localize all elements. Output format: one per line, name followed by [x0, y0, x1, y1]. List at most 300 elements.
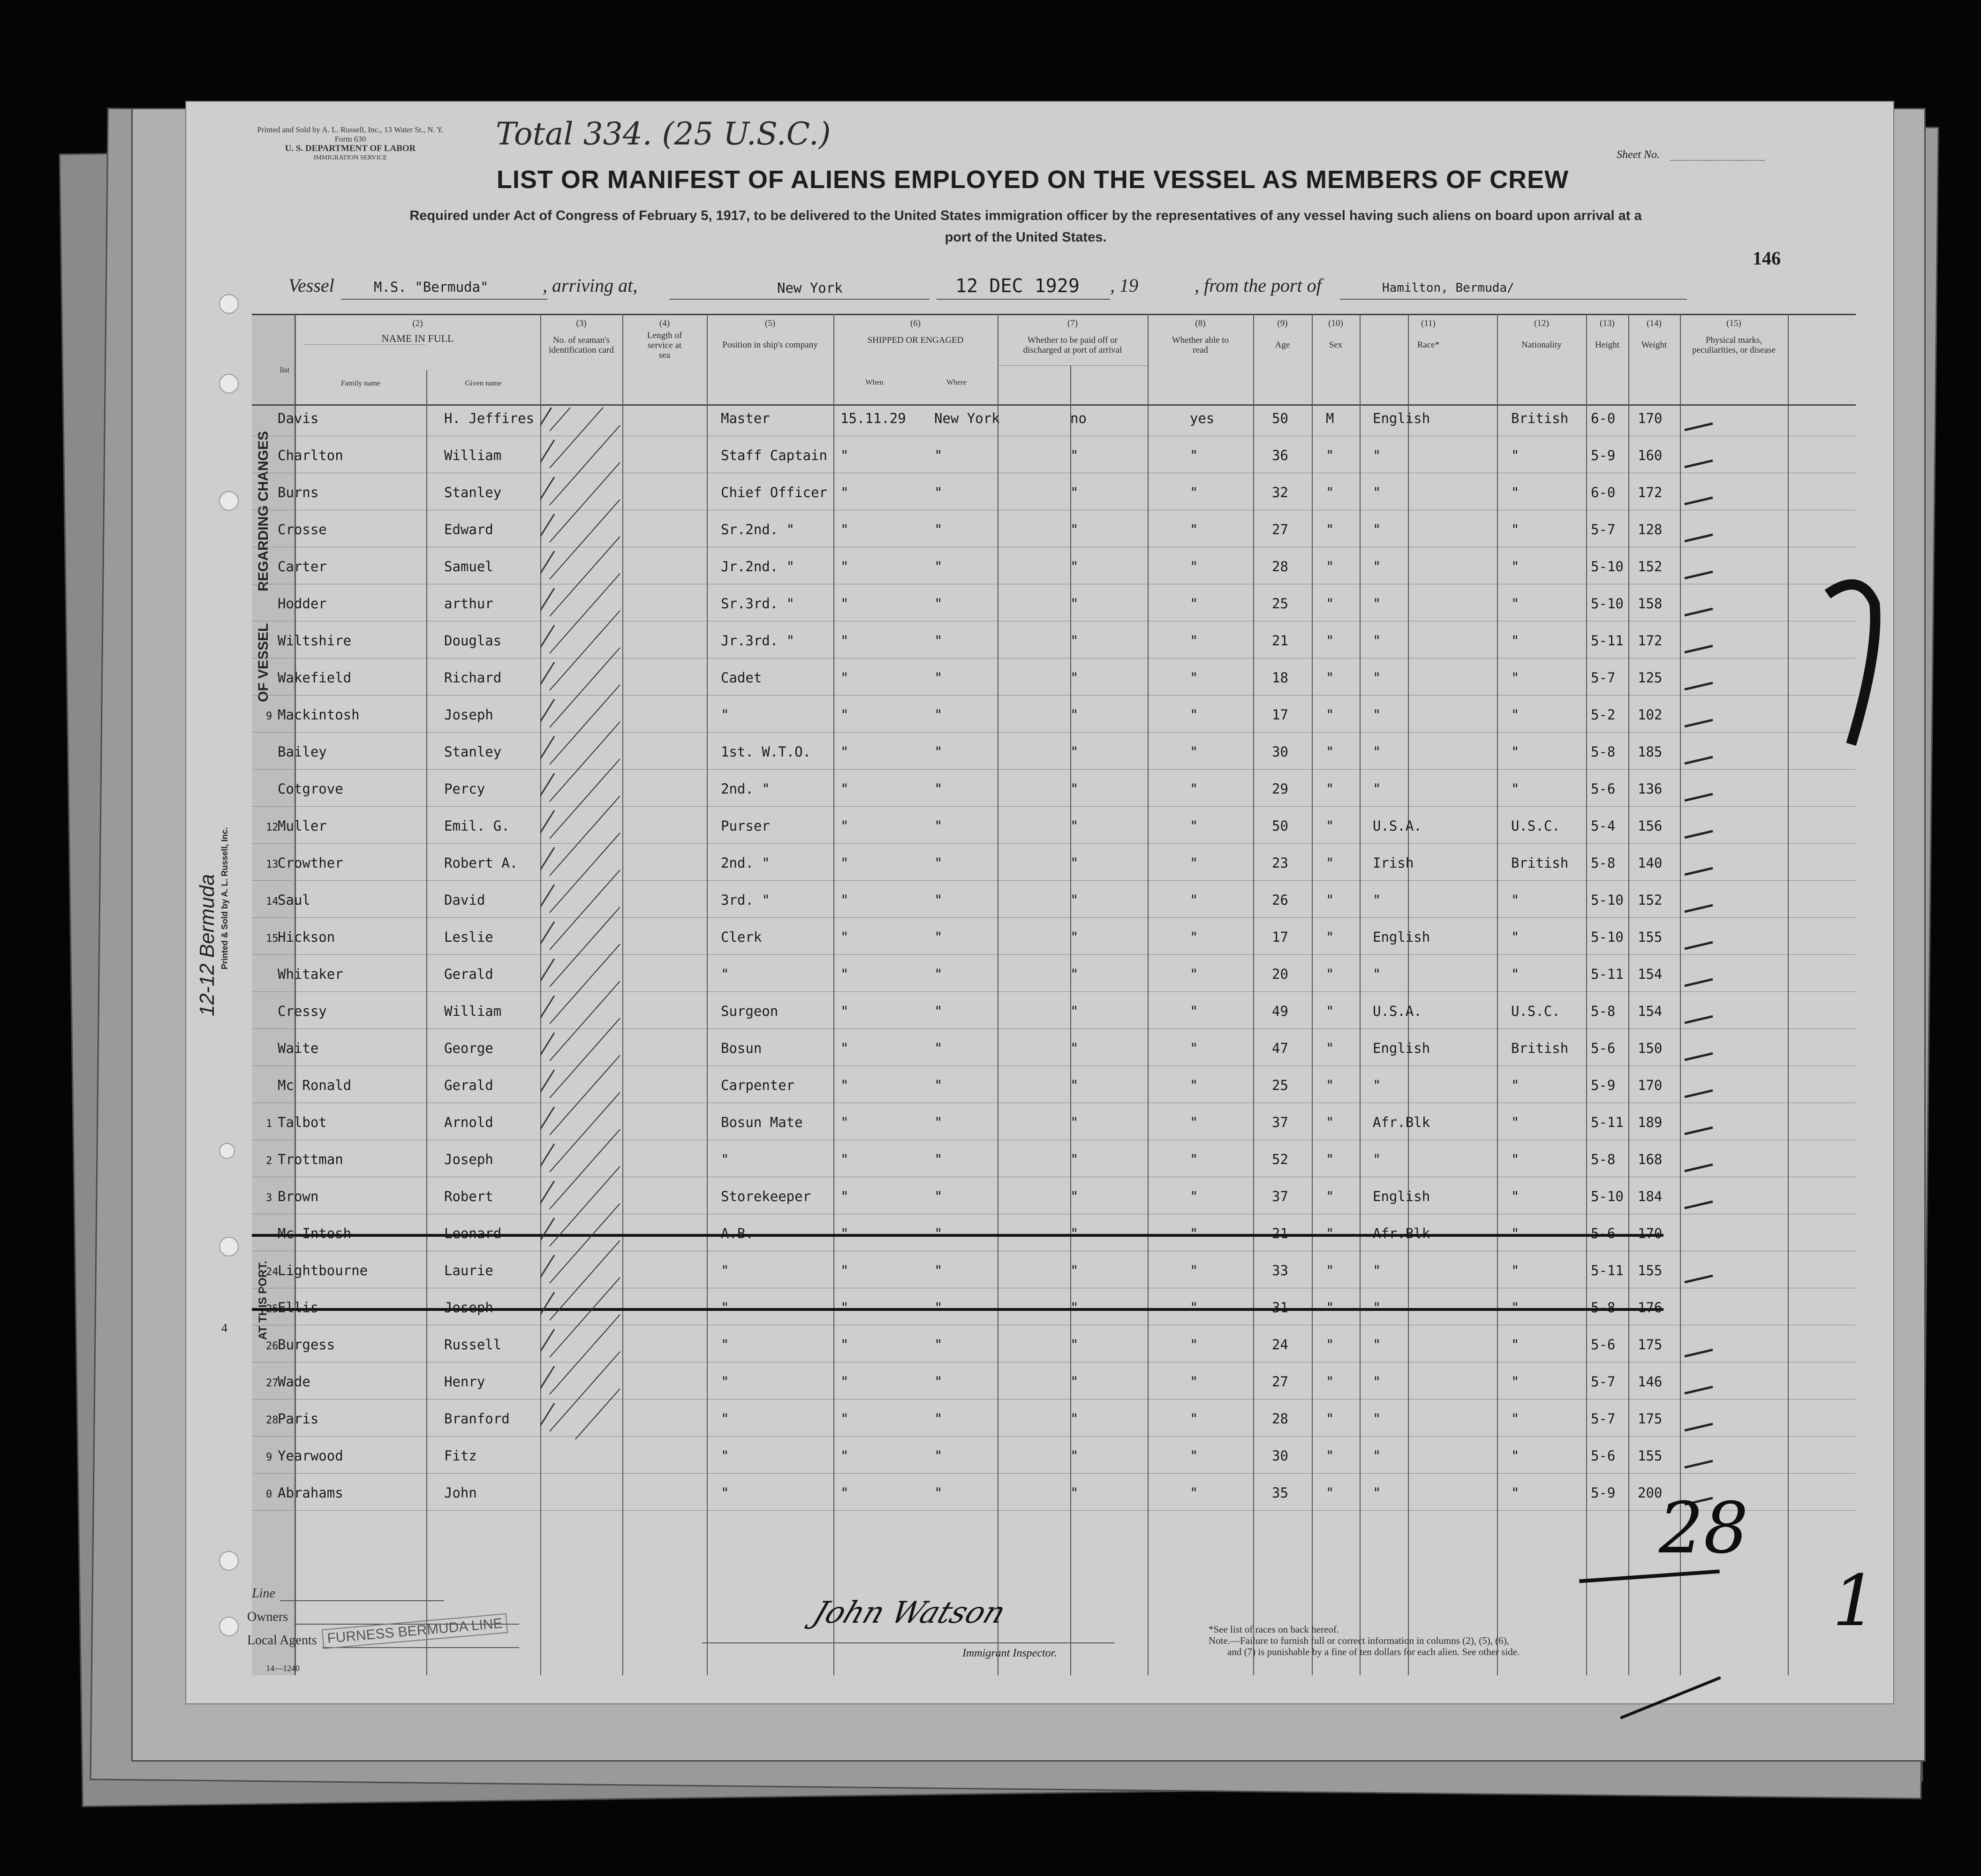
col-header-read: [1148, 318, 1253, 355]
cell-when: ": [840, 1411, 849, 1427]
col-header-age: [1253, 318, 1312, 350]
cell-where: ": [934, 1003, 943, 1019]
col-title: Race*: [1417, 340, 1440, 350]
cell-read: ": [1190, 1485, 1198, 1501]
cell-where: ": [934, 1263, 943, 1278]
cell-nat: ": [1511, 966, 1520, 982]
cell-family: Mc Intosh: [278, 1225, 352, 1241]
col-number: (6): [910, 318, 921, 328]
cell-where: ": [934, 1485, 943, 1501]
col-title: Position in ship's company: [722, 340, 818, 350]
row-rule: [252, 1436, 1856, 1437]
col-number: (3): [576, 318, 587, 328]
col-title: Nationality: [1521, 340, 1562, 350]
cell-where: ": [934, 781, 943, 797]
col-title: Whether to be paid off or discharged at port of arrival: [1023, 335, 1122, 355]
col-header-race: [1360, 318, 1497, 350]
cell-given: Joseph: [444, 1300, 493, 1316]
side-stamp-port: AT THIS PORT.: [257, 1261, 269, 1340]
cell-given: John: [444, 1485, 477, 1501]
cell-position: 3rd. ": [721, 892, 770, 908]
line-number: 24: [266, 1266, 279, 1278]
cell-family: Hodder: [278, 596, 327, 612]
check-mark: [540, 736, 554, 759]
cell-age: 25: [1272, 596, 1288, 612]
cell-race: ": [1373, 1485, 1381, 1501]
cell-where: ": [934, 818, 943, 834]
cell-height: 5-9: [1591, 1485, 1616, 1501]
cell-family: Burns: [278, 484, 319, 500]
cell-height: 5-9: [1591, 1077, 1616, 1093]
cell-weight: 175: [1638, 1411, 1663, 1427]
cell-sex: ": [1326, 1114, 1334, 1130]
cell-where: ": [934, 1374, 943, 1390]
check-mark: [540, 1144, 554, 1166]
id-card-tick-marks: [540, 408, 629, 1439]
cell-paid: ": [1070, 1337, 1079, 1353]
cell-where: ": [934, 1114, 943, 1130]
diagonal-stroke: [550, 833, 620, 913]
cell-age: 24: [1272, 1337, 1288, 1353]
diagonal-stroke: [550, 759, 620, 839]
cell-family: Paris: [278, 1411, 319, 1427]
cell-weight: 170: [1638, 410, 1663, 426]
cell-race: ": [1373, 744, 1381, 760]
cell-family: Brown: [278, 1188, 319, 1204]
cell-paid: ": [1070, 1040, 1079, 1056]
cell-position: 2nd. ": [721, 855, 770, 871]
strike-through-line: [252, 1234, 1663, 1237]
year-label: , 19: [1110, 275, 1138, 296]
cell-read: ": [1190, 744, 1198, 760]
cell-height: 5-9: [1591, 447, 1616, 463]
pencil-dash: [1685, 1090, 1713, 1097]
cell-given: Stanley: [444, 744, 502, 760]
cell-position: Chief Officer: [721, 484, 827, 500]
diagonal-stroke: [550, 907, 620, 987]
cell-weight: 136: [1638, 781, 1663, 797]
cell-height: 5-10: [1591, 892, 1624, 908]
side-printer-text: Printed & Sold by A. L. Russell, Inc.: [220, 827, 229, 969]
column-rule: [295, 314, 296, 1675]
check-mark: [540, 810, 554, 833]
diagonal-stroke: [550, 537, 620, 616]
cell-position: Bosun Mate: [721, 1114, 803, 1130]
cell-paid: ": [1070, 1114, 1079, 1130]
cell-given: Douglas: [444, 633, 502, 649]
check-mark: [540, 1366, 554, 1389]
cell-family: Burgess: [278, 1337, 335, 1353]
cell-race: ": [1373, 484, 1381, 500]
pencil-dash: [1685, 720, 1713, 726]
cell-read: ": [1190, 855, 1198, 871]
line-field: [280, 1600, 444, 1601]
cell-position: ": [721, 1300, 729, 1316]
cell-sex: ": [1326, 447, 1334, 463]
agents-label: Local Agents: [247, 1633, 317, 1648]
cell-nat: ": [1511, 484, 1520, 500]
line-number: 0: [266, 1489, 272, 1500]
cell-sex: ": [1326, 559, 1334, 575]
cell-age: 25: [1272, 1077, 1288, 1093]
cell-sex: ": [1326, 1188, 1334, 1204]
diagonal-stroke: [550, 1315, 620, 1394]
cell-paid: ": [1070, 707, 1079, 723]
table-rule: [252, 314, 1856, 315]
cell-position: ": [721, 1337, 729, 1353]
cell-given: Russell: [444, 1337, 502, 1353]
diagonal-stroke: [550, 1389, 620, 1439]
cell-sex: ": [1326, 1337, 1334, 1353]
cell-nat: British: [1511, 1040, 1569, 1056]
check-mark: [540, 885, 554, 907]
col-number: (4): [659, 318, 670, 328]
side-stamp-vessel: OF VESSEL: [256, 623, 271, 702]
diagonal-stroke: [550, 648, 620, 727]
cell-when: ": [840, 1448, 849, 1464]
cell-weight: 176: [1638, 1300, 1663, 1316]
pencil-dash: [1685, 1165, 1713, 1171]
cell-weight: 155: [1638, 929, 1663, 945]
cell-sex: ": [1326, 1263, 1334, 1278]
cell-read: ": [1190, 707, 1198, 723]
cell-when: ": [840, 559, 849, 575]
cell-when: ": [840, 929, 849, 945]
check-mark: [540, 847, 554, 870]
cell-when: ": [840, 1337, 849, 1353]
check-mark: [540, 662, 554, 685]
binder-hole: [219, 1617, 239, 1636]
cell-when: ": [840, 633, 849, 649]
cell-height: 5-11: [1591, 966, 1624, 982]
page-subtitle: [275, 205, 1776, 248]
pencil-dash: [1685, 1053, 1713, 1060]
cell-age: 35: [1272, 1485, 1288, 1501]
column-rule: [1408, 314, 1409, 1675]
pencil-dash: [1685, 1461, 1713, 1468]
cell-height: 5-10: [1591, 559, 1624, 575]
cell-paid: ": [1070, 1448, 1079, 1464]
cell-where: ": [934, 744, 943, 760]
cell-height: 5-6: [1591, 1040, 1616, 1056]
cell-where: ": [934, 1225, 943, 1241]
cell-sex: ": [1326, 484, 1334, 500]
cell-race: ": [1373, 1300, 1381, 1316]
cell-where: ": [934, 1077, 943, 1093]
check-mark: [540, 996, 554, 1018]
cell-weight: 172: [1638, 484, 1663, 500]
cell-nat: ": [1511, 744, 1520, 760]
cell-sex: ": [1326, 1225, 1334, 1241]
pencil-dash: [1685, 1424, 1713, 1430]
line-number: 9: [266, 711, 272, 722]
pencil-dash: [1685, 1387, 1713, 1393]
cell-family: Saul: [278, 892, 310, 908]
cell-where: ": [934, 929, 943, 945]
line-number: 13: [266, 859, 279, 870]
cell-given: H. Jeffires: [444, 410, 535, 426]
row-rule: [252, 1510, 1856, 1511]
cell-nat: ": [1511, 1448, 1520, 1464]
cell-sex: ": [1326, 781, 1334, 797]
footnote-line: *See list of races on back hereof.: [1209, 1624, 1339, 1635]
cell-weight: 184: [1638, 1188, 1663, 1204]
col-number: (13): [1600, 318, 1615, 328]
cell-race: ": [1373, 447, 1381, 463]
col-header-paid: [998, 318, 1148, 355]
cell-age: 50: [1272, 410, 1288, 426]
cell-age: 27: [1272, 522, 1288, 537]
cell-position: ": [721, 1263, 729, 1278]
cell-height: 5-7: [1591, 670, 1616, 686]
check-mark: [540, 588, 554, 611]
cell-age: 37: [1272, 1188, 1288, 1204]
cell-sex: ": [1326, 670, 1334, 686]
cell-race: U.S.A.: [1373, 818, 1422, 834]
cell-weight: 168: [1638, 1151, 1663, 1167]
diagonal-stroke: [550, 1203, 620, 1283]
cell-given: Leslie: [444, 929, 493, 945]
cell-family: Ellis: [278, 1300, 319, 1316]
check-mark: [540, 514, 554, 537]
cell-where: ": [934, 1411, 943, 1427]
cell-height: 5-8: [1591, 855, 1616, 871]
binder-hole: [219, 491, 239, 511]
cell-where: ": [934, 1188, 943, 1204]
cell-nat: U.S.C.: [1511, 1003, 1560, 1019]
cell-position: Bosun: [721, 1040, 762, 1056]
cell-when: ": [840, 1225, 849, 1241]
cell-when: ": [840, 447, 849, 463]
check-mark: [540, 551, 554, 574]
cell-family: Hickson: [278, 929, 335, 945]
cell-paid: ": [1070, 1411, 1079, 1427]
cell-race: ": [1373, 781, 1381, 797]
cell-where: ": [934, 855, 943, 871]
cell-family: Lightbourne: [278, 1263, 368, 1278]
cell-race: ": [1373, 1263, 1381, 1278]
cell-when: 15.11.29: [840, 410, 906, 426]
cell-paid: ": [1070, 892, 1079, 908]
cell-nat: U.S.C.: [1511, 818, 1560, 834]
cell-race: ": [1373, 596, 1381, 612]
cell-nat: ": [1511, 781, 1520, 797]
cell-nat: ": [1511, 1114, 1520, 1130]
cell-age: 26: [1272, 892, 1288, 908]
diagonal-stroke: [550, 1018, 620, 1098]
cell-sex: ": [1326, 522, 1334, 537]
check-mark: [540, 477, 554, 499]
check-mark: [540, 1181, 554, 1203]
cell-sex: M: [1326, 410, 1334, 426]
check-mark: [540, 440, 554, 462]
cell-read: ": [1190, 633, 1198, 649]
cell-family: Yearwood: [278, 1448, 343, 1464]
cell-read: ": [1190, 484, 1198, 500]
cell-when: ": [840, 1040, 849, 1056]
sheet-number-line: [1671, 160, 1764, 161]
col-header-nationality: [1497, 318, 1586, 350]
cell-where: ": [934, 522, 943, 537]
col-title: Physical marks, peculiarities, or disease: [1692, 335, 1776, 355]
cell-read: ": [1190, 670, 1198, 686]
cell-given: George: [444, 1040, 493, 1056]
diagonal-stroke: [550, 944, 620, 1024]
table-rule: [998, 365, 1148, 366]
check-mark: [540, 1107, 554, 1129]
cell-given: Leonard: [444, 1225, 502, 1241]
line-number: 3: [266, 1192, 272, 1204]
cell-height: 5-8: [1591, 744, 1616, 760]
cell-family: Crosse: [278, 522, 327, 537]
cell-family: Talbot: [278, 1114, 327, 1130]
page-number: 146: [1753, 248, 1781, 269]
cell-given: Gerald: [444, 1077, 493, 1093]
cell-when: ": [840, 1485, 849, 1501]
cell-height: 5-10: [1591, 929, 1624, 945]
from-port: Hamilton, Bermuda/: [1382, 281, 1514, 295]
department: U. S. DEPARTMENT OF LABOR: [285, 144, 416, 153]
diagonal-stroke: [550, 1241, 620, 1320]
footnote: [1209, 1624, 1631, 1657]
cell-paid: ": [1070, 1263, 1079, 1278]
col-title: No. of seaman's identification card: [549, 335, 614, 355]
line-number: 12: [266, 822, 279, 833]
col-title: SHIPPED OR ENGAGED: [867, 335, 964, 345]
cell-race: U.S.A.: [1373, 1003, 1422, 1019]
col-number: (10): [1328, 318, 1343, 328]
cell-height: 5-11: [1591, 633, 1624, 649]
cell-paid: ": [1070, 1003, 1079, 1019]
cell-weight: 170: [1638, 1077, 1663, 1093]
cell-given: Emil. G.: [444, 818, 510, 834]
cell-where: ": [934, 559, 943, 575]
cell-height: 5-4: [1591, 818, 1616, 834]
arrival-date: 12 DEC 1929: [955, 275, 1080, 297]
cell-nat: ": [1511, 1077, 1520, 1093]
pencil-dash: [1685, 609, 1713, 615]
diagonal-stroke: [550, 796, 620, 876]
cell-given: William: [444, 1003, 502, 1019]
cell-sex: ": [1326, 1151, 1334, 1167]
cell-read: ": [1190, 596, 1198, 612]
cell-age: 18: [1272, 670, 1288, 686]
cell-weight: 140: [1638, 855, 1663, 871]
binder-hole: [219, 1237, 239, 1256]
cell-sex: ": [1326, 1040, 1334, 1056]
pencil-dash: [1685, 942, 1713, 949]
cell-race: ": [1373, 559, 1381, 575]
check-mark: [540, 922, 554, 944]
cell-sex: ": [1326, 744, 1334, 760]
cell-race: ": [1373, 670, 1381, 686]
cell-height: 5-8: [1591, 1300, 1616, 1316]
cell-paid: ": [1070, 966, 1079, 982]
row-rule: [252, 991, 1856, 992]
cell-race: ": [1373, 1337, 1381, 1353]
cell-race: ": [1373, 707, 1381, 723]
cell-paid: ": [1070, 818, 1079, 834]
cell-nat: ": [1511, 1225, 1520, 1241]
binder-hole: [219, 1143, 235, 1159]
cell-height: 6-0: [1591, 410, 1616, 426]
cell-age: 30: [1272, 744, 1288, 760]
cell-paid: ": [1070, 855, 1079, 871]
cell-position: Jr.3rd. ": [721, 633, 795, 649]
cell-family: Wiltshire: [278, 633, 352, 649]
pencil-bracket-mark: [1818, 575, 1889, 754]
cell-where: ": [934, 966, 943, 982]
cell-position: ": [721, 966, 729, 982]
cell-family: Abrahams: [278, 1485, 343, 1501]
row-rule: [252, 843, 1856, 844]
cell-age: 37: [1272, 1114, 1288, 1130]
cell-age: 32: [1272, 484, 1288, 500]
cell-where: ": [934, 1300, 943, 1316]
cell-race: Afr.Blk: [1373, 1225, 1430, 1241]
cell-age: 28: [1272, 559, 1288, 575]
cell-sex: ": [1326, 1077, 1334, 1093]
cell-when: ": [840, 596, 849, 612]
cell-given: Joseph: [444, 1151, 493, 1167]
column-rule: [1148, 314, 1149, 1675]
cell-read: ": [1190, 522, 1198, 537]
row-rule: [252, 917, 1856, 918]
cell-read: ": [1190, 1225, 1198, 1241]
physical-marks-dashes: [1680, 408, 1788, 1674]
cell-sex: ": [1326, 596, 1334, 612]
cell-position: Carpenter: [721, 1077, 795, 1093]
table-rule: [303, 344, 425, 345]
cell-weight: 155: [1638, 1448, 1663, 1464]
diagonal-stroke: [550, 1352, 620, 1431]
cell-given: Gerald: [444, 966, 493, 982]
col-header-given: Given name: [465, 379, 502, 387]
cell-given: Richard: [444, 670, 502, 686]
pencil-dash: [1685, 1350, 1713, 1356]
cell-family: Wade: [278, 1374, 310, 1390]
col-header-physical: [1680, 318, 1788, 355]
cell-position: Sr.2nd. ": [721, 522, 795, 537]
cell-height: 6-0: [1591, 484, 1616, 500]
cell-family: Waite: [278, 1040, 319, 1056]
column-rule: [1312, 314, 1313, 1675]
cell-given: Percy: [444, 781, 485, 797]
side-number: 4: [221, 1321, 227, 1335]
cell-read: ": [1190, 1337, 1198, 1353]
cell-when: ": [840, 1300, 849, 1316]
column-rule: [833, 314, 834, 1675]
cell-race: ": [1373, 1448, 1381, 1464]
cell-age: 21: [1272, 1225, 1288, 1241]
cell-family: Trottman: [278, 1151, 343, 1167]
cell-family: Bailey: [278, 744, 327, 760]
cell-height: 5-10: [1591, 596, 1624, 612]
cell-position: Storekeeper: [721, 1188, 811, 1204]
column-rule: [1360, 314, 1361, 1675]
subtitle-line: port of the United States.: [945, 230, 1107, 245]
pencil-dash: [1685, 1127, 1713, 1134]
col-number: (7): [1067, 318, 1078, 328]
cell-weight: 200: [1638, 1485, 1663, 1501]
cell-position: ": [721, 1411, 729, 1427]
cell-read: yes: [1190, 410, 1215, 426]
printer-info: [238, 125, 463, 163]
line-number: 28: [266, 1415, 279, 1426]
cell-family: Wakefield: [278, 670, 352, 686]
pencil-dash: [1685, 498, 1713, 504]
cell-read: ": [1190, 818, 1198, 834]
